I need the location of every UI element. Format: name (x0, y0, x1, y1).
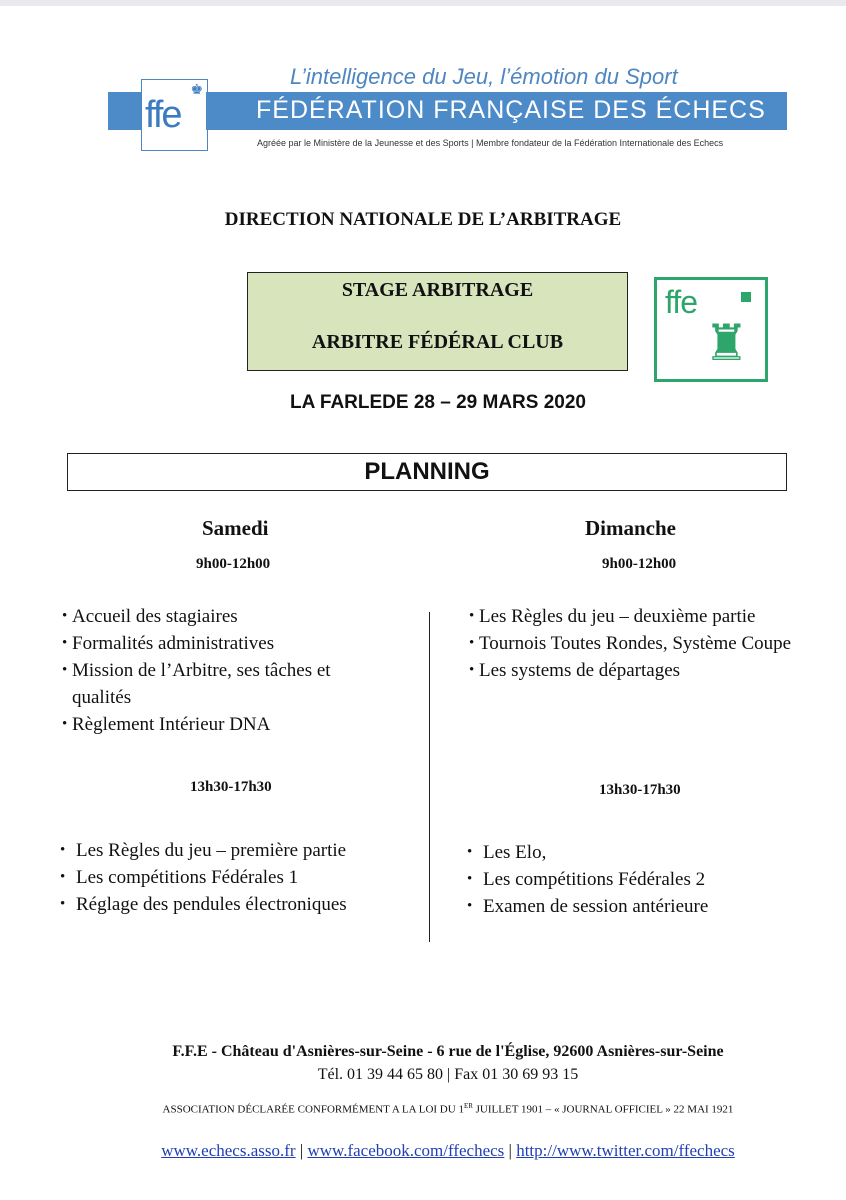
stage-subtitle: ARBITRE FÉDÉRAL CLUB (311, 331, 564, 353)
list-item: • Mission de l’Arbitre, ses tâches et qualités (62, 657, 382, 711)
link-separator: | (504, 1141, 517, 1160)
list-item: • Réglage des pendules électroniques (60, 891, 410, 918)
list-item: • Les systems de départages (469, 657, 839, 684)
association-text-pre: ASSOCIATION DÉCLARÉE CONFORMÉMENT A LA LOI DU 1 (162, 1103, 464, 1116)
top-strip (0, 0, 846, 6)
link-twitter[interactable]: http://www.twitter.com/ffechecs (516, 1141, 735, 1160)
slogan: L’intelligence du Jeu, l’émotion du Sport (290, 64, 678, 89)
location-date: LA FARLEDE 28 – 29 MARS 2020 (289, 392, 586, 413)
planning-title: PLANNING (364, 458, 490, 485)
link-facebook[interactable]: www.facebook.com/ffechecs (307, 1141, 505, 1160)
sunday-title: Dimanche (585, 516, 676, 540)
saturday-afternoon-list (60, 837, 410, 918)
footer-links (25, 1141, 846, 1161)
list-item: • Les compétitions Fédérales 2 (467, 866, 817, 893)
list-item: • Règlement Intérieur DNA (62, 711, 382, 738)
stage-title: STAGE ARBITRAGE (341, 279, 534, 301)
chess-crown-icon: ♚ (190, 83, 203, 98)
list-item: • Les Règles du jeu – première partie (60, 837, 410, 864)
list-item: • Tournois Toutes Rondes, Système Coupe (469, 630, 839, 657)
planning-box (67, 453, 787, 491)
federation-name: FÉDÉRATION FRANÇAISE DES ÉCHECS (256, 96, 766, 124)
saturday-morning-list (62, 603, 382, 738)
badge-text: ffe (665, 284, 697, 320)
chess-rook-icon: ♜ (704, 315, 749, 371)
column-divider (429, 612, 430, 942)
list-item: • Les Elo, (467, 839, 817, 866)
link-website[interactable]: www.echecs.asso.fr (161, 1141, 296, 1160)
stage-box (247, 272, 628, 371)
agreement-line: Agréée par le Ministère de la Jeunesse et des Sports | Membre fondateur de la Fédération Internationale des Echecs (257, 138, 724, 148)
sunday-afternoon-time: 13h30-17h30 (599, 782, 681, 798)
list-item: • Examen de session antérieure (467, 893, 817, 920)
saturday-title: Samedi (202, 516, 269, 540)
association-superscript: ER (463, 1102, 473, 1110)
logo-text: ffe (145, 94, 181, 136)
direction-title: DIRECTION NATIONALE DE L’ARBITRAGE (224, 209, 622, 230)
association-text-post: JUILLET 1901 – « JOURNAL OFFICIEL » 22 MAI 1921 (472, 1103, 734, 1116)
footer-association (25, 1102, 846, 1116)
saturday-morning-time: 9h00-12h00 (196, 556, 271, 572)
list-item: • Les Règles du jeu – deuxième partie (469, 603, 839, 630)
ffe-badge (654, 277, 768, 382)
badge-square (741, 292, 751, 302)
ffe-logo (141, 79, 208, 151)
saturday-afternoon-time: 13h30-17h30 (190, 779, 272, 795)
list-item: • Les compétitions Fédérales 1 (60, 864, 410, 891)
banner-left-bar (108, 92, 141, 130)
link-separator: | (295, 1141, 308, 1160)
footer-phone-fax: Tél. 01 39 44 65 80 | Fax 01 30 69 93 15 (317, 1066, 579, 1083)
footer-address: F.F.E - Château d'Asnières-sur-Seine - 6 rue de l'Église, 92600 Asnières-sur-Seine (172, 1043, 724, 1060)
sunday-morning-list (469, 603, 839, 684)
list-item: • Formalités administratives (62, 630, 382, 657)
sunday-afternoon-list (467, 839, 817, 920)
list-item: • Accueil des stagiaires (62, 603, 382, 630)
sunday-morning-time: 9h00-12h00 (602, 556, 677, 572)
